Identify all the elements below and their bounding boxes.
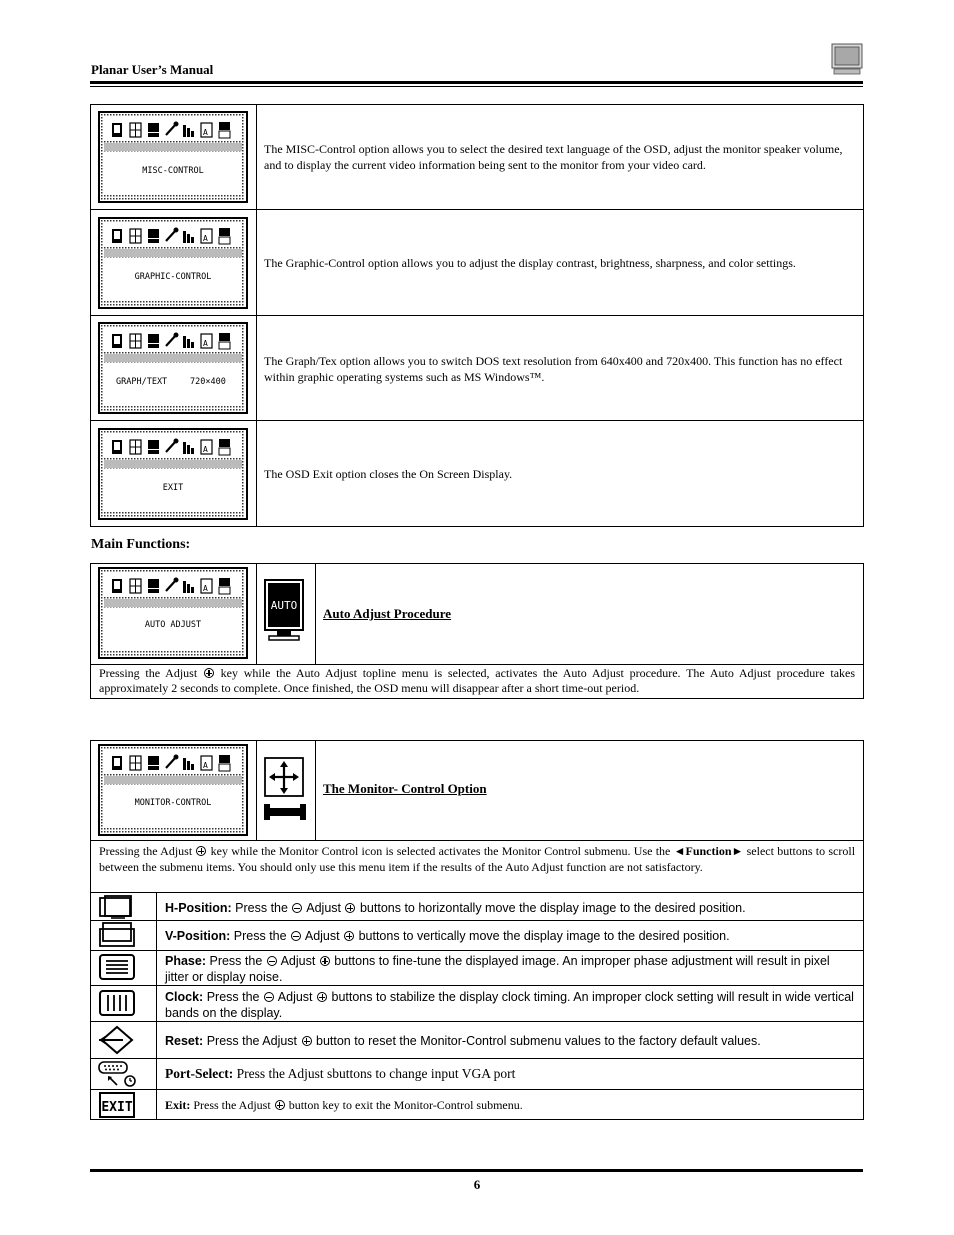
port-select-text: Port-Select: Press the Adjust sbuttons to change input VGA port	[165, 1066, 516, 1081]
reset-text: Reset: Press the Adjust button to reset the Monitor-Control submenu values to the factory default values.	[165, 1034, 761, 1048]
svg-text:GRAPH/TEXT: GRAPH/TEXT	[116, 377, 168, 387]
svg-text:EXIT: EXIT	[162, 483, 184, 493]
auto-adjust-title: Auto Adjust Procedure	[323, 606, 452, 621]
function-buttons-label: ◄Function►	[673, 844, 744, 858]
header-rule	[90, 81, 863, 84]
osd-screen-auto-adjust	[98, 567, 248, 659]
osd-screen-graph-text	[98, 322, 248, 414]
phase-icon	[97, 953, 137, 981]
adjust-minus-icon	[291, 931, 301, 941]
adjust-plus-icon	[196, 846, 206, 856]
v-position-icon	[97, 921, 137, 949]
svg-text:720×400: 720×400	[190, 377, 226, 387]
misc-control-description: The MISC-Control option allows you to select the desired text language of the OSD, adjust the monitor speaker volume, and to display the current video information being sent to the monitor from your video card.	[264, 142, 843, 172]
osd-screen-misc-control	[98, 111, 248, 203]
header-rule-thin	[90, 86, 863, 87]
svg-text:GRAPHIC-CONTROL: GRAPHIC-CONTROL	[134, 272, 212, 282]
monitor-control-paragraph: Pressing the Adjust key while the Monitor Control icon is selected activates the Monitor Control submenu. Use the ◄Function► select buttons to scroll between the submenu items. You should only use this menu item if the results of the Auto Adjust function are not satisfactory.	[99, 844, 856, 874]
svg-text:AUTO ADJUST: AUTO ADJUST	[144, 620, 202, 630]
adjust-plus-icon	[320, 956, 330, 966]
monitor-logo-icon	[830, 42, 864, 76]
adjust-minus-icon	[267, 956, 277, 966]
clock-icon	[97, 989, 137, 1017]
manual-title: Planar User’s Manual	[91, 62, 214, 77]
v-position-text: V-Position: Press the Adjust buttons to vertically move the display image to the desired position.	[165, 929, 730, 943]
svg-text:MONITOR-CONTROL: MONITOR-CONTROL	[134, 798, 212, 808]
svg-text:MISC-CONTROL: MISC-CONTROL	[142, 166, 204, 176]
svg-text:EXIT: EXIT	[101, 1100, 133, 1115]
monitor-control-icon	[262, 756, 308, 824]
adjust-plus-icon	[345, 903, 355, 913]
adjust-plus-icon	[204, 668, 214, 678]
osd-screen-monitor-control	[98, 744, 248, 836]
exit-icon	[97, 1091, 137, 1119]
adjust-plus-icon	[302, 1036, 312, 1046]
h-position-text: H-Position: Press the Adjust buttons to horizontally move the display image to the desired position.	[165, 901, 746, 915]
port-select-icon	[97, 1060, 137, 1088]
adjust-plus-icon	[317, 992, 327, 1002]
graphic-control-description: The Graphic-Control option allows you to adjust the display contrast, brightness, sharpness, and color settings.	[264, 256, 796, 270]
adjust-minus-icon	[264, 992, 274, 1002]
osd-screen-exit	[98, 428, 248, 520]
footer-rule	[90, 1169, 863, 1172]
clock-text: Clock: Press the Adjust buttons to stabilize the display clock timing. An improper clock setting will result in wide vertical bands on the display.	[165, 990, 854, 1020]
monitor-control-title: The Monitor- Control Option	[323, 781, 487, 796]
auto-adjust-icon	[263, 578, 305, 644]
svg-text:AUTO: AUTO	[270, 599, 298, 612]
page-number: 6	[473, 1177, 481, 1192]
osd-screen-graphic-control	[98, 217, 248, 309]
adjust-plus-icon	[275, 1100, 285, 1110]
adjust-plus-icon	[344, 931, 354, 941]
phase-text: Phase: Press the Adjust buttons to fine-tune the displayed image. An improper phase adjustment will result in pixel jitter or display noise.	[165, 954, 830, 984]
exit-description: The OSD Exit option closes the On Screen Display.	[264, 467, 513, 481]
adjust-minus-icon	[292, 903, 302, 913]
auto-adjust-paragraph: Pressing the Adjust key while the Auto Adjust topline menu is selected, activates the Auto Adjust procedure. The Auto Adjust procedure takes approximately 2 seconds to complete. Once finished, the OSD menu will disappear after a short time-out period.	[99, 666, 856, 695]
reset-icon	[97, 1024, 137, 1056]
exit-text: Exit: Press the Adjust button key to exit the Monitor-Control submenu.	[165, 1098, 523, 1112]
main-functions-heading: Main Functions:	[91, 537, 191, 552]
h-position-icon	[97, 894, 137, 922]
graph-text-description: The Graph/Tex option allows you to switch DOS text resolution from 640x400 and 720x400. This function has no effect within graphic operating systems such as MS Windows™.	[264, 354, 843, 384]
